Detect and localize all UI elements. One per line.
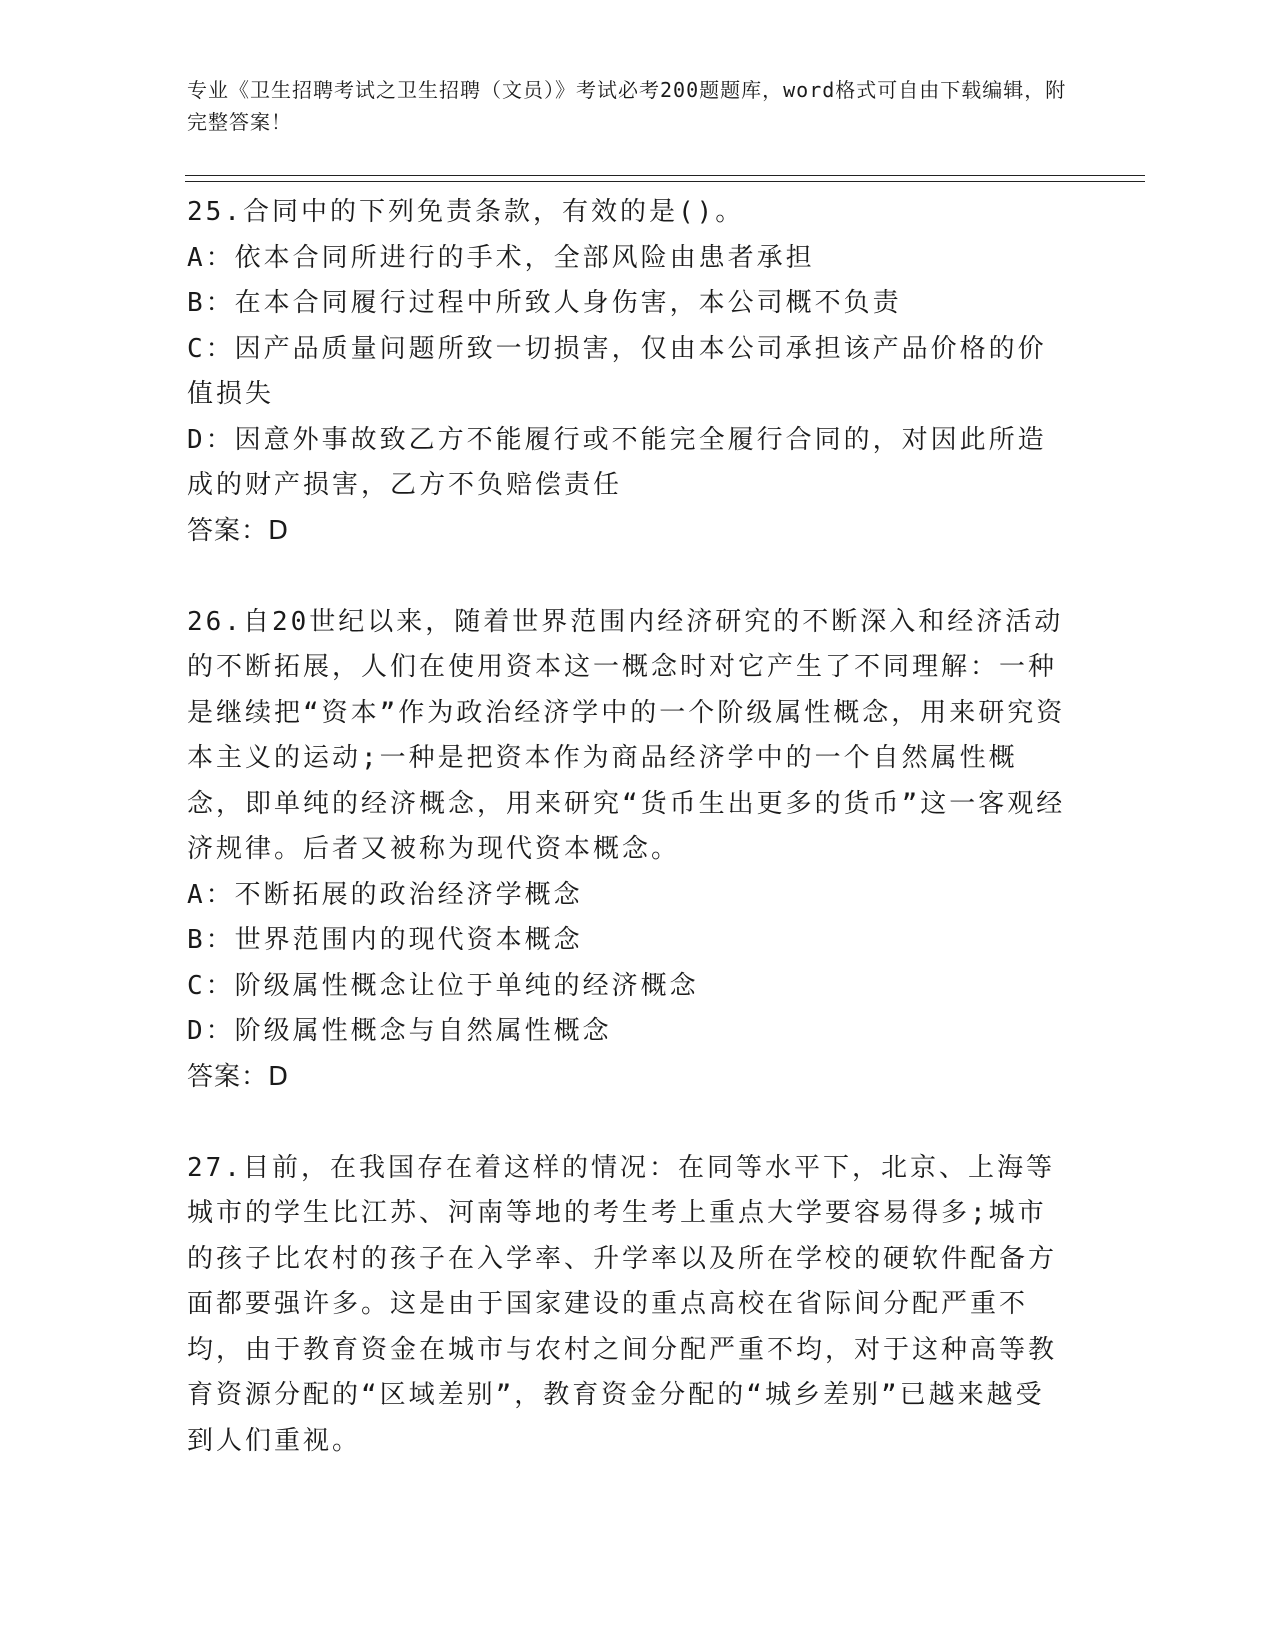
- question-27: [187, 1146, 1067, 1465]
- option-a: A：依本合同所进行的手术，全部风险由患者承担: [187, 242, 815, 273]
- spacer: [187, 554, 1067, 600]
- question-26: [187, 600, 1067, 1101]
- question-25: [187, 190, 1067, 554]
- question-stem: 26.自20世纪以来，随着世界范围内经济研究的不断深入和经济活动的不断拓展，人们在使用资本这一概念时对它产生了不同理解：一种是继续把“资本”作为政治经济学中的一个阶级属性概念，用来研究资本主义的运动;一种是把资本作为商品经济学中的一个自然属性概念，即单纯的经济概念，用来研究“货币生出更多的货币”这一客观经济规律。后者又被称为现代资本概念。: [187, 606, 1066, 864]
- spacer: [187, 1100, 1067, 1146]
- header-rule-bottom: [185, 181, 1145, 182]
- option-d: D：因意外事故致乙方不能履行或不能完全履行合同的，对因此所造成的财产损害，乙方不负赔偿责任: [187, 424, 1047, 500]
- option-c: C：因产品质量问题所致一切损害，仅由本公司承担该产品价格的价值损失: [187, 333, 1047, 409]
- question-list: [187, 190, 1067, 1464]
- option-c: C：阶级属性概念让位于单纯的经济概念: [187, 970, 699, 1001]
- option-d: D：阶级属性概念与自然属性概念: [187, 1016, 612, 1046]
- option-b: B：在本合同履行过程中所致人身伤害，本公司概不负责: [187, 288, 902, 318]
- answer: 答案：D: [187, 1061, 290, 1092]
- option-b: B：世界范围内的现代资本概念: [187, 925, 583, 955]
- option-a: A：不断拓展的政治经济学概念: [187, 879, 583, 910]
- answer: 答案：D: [187, 515, 290, 546]
- question-stem: 25.合同中的下列免责条款，有效的是()。: [187, 197, 745, 227]
- header-rule-top: [185, 175, 1145, 176]
- document-header: 专业《卫生招聘考试之卫生招聘（文员）》考试必考200题题库，word格式可自由下载编辑，附完整答案！: [187, 78, 1067, 134]
- question-stem: 27.目前，在我国存在着这样的情况：在同等水平下，北京、上海等城市的学生比江苏、河南等地的考生考上重点大学要容易得多;城市的孩子比农村的孩子在入学率、升学率以及所在学校的硬软件配备方面都要强许多。这是由于国家建设的重点高校在省际间分配严重不均，由于教育资金在城市与农村之间分配严重不均，对于这种高等教育资源分配的“区域差别”，教育资金分配的“城乡差别”已越来越受到人们重视。: [187, 1152, 1058, 1456]
